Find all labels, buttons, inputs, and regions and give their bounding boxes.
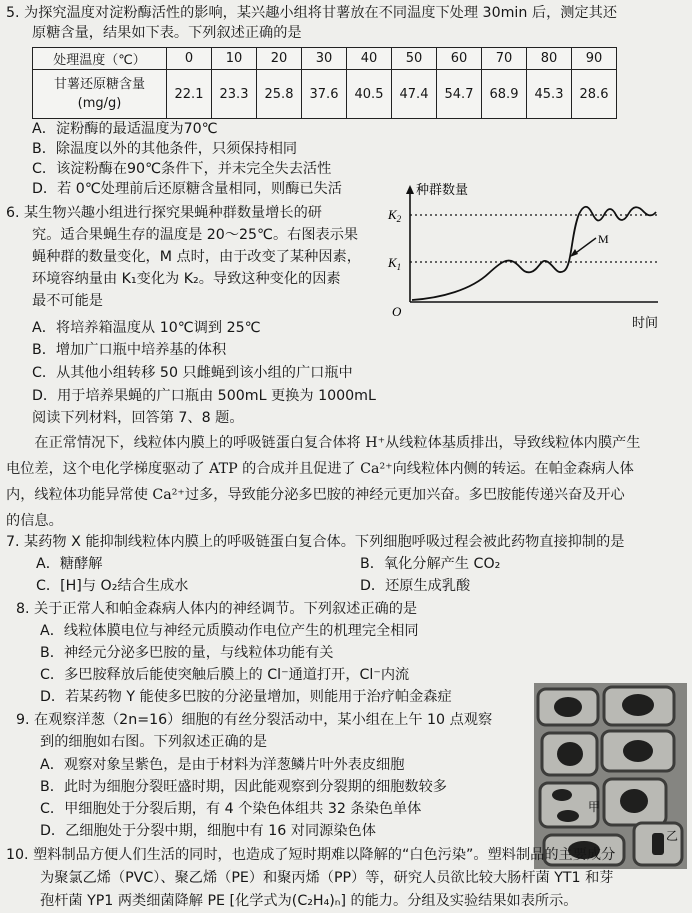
q6-option-c: C．从其他小组转移 50 只雌蝇到该小组的广口瓶中: [32, 365, 353, 381]
q8-option-d: D．若某药物 Y 能使多巴胺的分泌量增加，则能用于治疗帕金森症: [40, 689, 452, 705]
q7-option-d: D．还原生成乳酸: [360, 578, 471, 594]
chromosome-group: [552, 789, 572, 801]
k2-letter: K: [388, 207, 397, 222]
nucleus: [557, 742, 583, 766]
y-axis-label: 种群数量: [416, 183, 469, 198]
q6-stem-line2: 究。适合果蝇生存的温度是 20～25℃。右图表示果: [32, 227, 359, 243]
m-point-label: M: [598, 232, 609, 246]
origin-label: O: [392, 304, 402, 319]
q10-stem-line3: 孢杆菌 YP1 两类细菌降解 PE [化学式为(C₂H₄)ₙ] 的能力。分组及实验结果如表所示。: [40, 893, 578, 909]
table-row-label: [33, 70, 167, 119]
population-growth-diagram: [386, 182, 676, 334]
value-cell: 23.3: [212, 70, 257, 119]
q7-option-b: B．氧化分解产生 CO₂: [360, 556, 501, 572]
q9-stem-line2: 到的细胞如右图。下列叙述正确的是: [40, 734, 268, 750]
value-cell: 47.4: [392, 70, 437, 119]
value-cell: 37.6: [302, 70, 347, 119]
nucleus: [622, 694, 654, 716]
reading-line2: 电位差，这个电化学梯度驱动了 ATP 的合成并且促进了 Ca²⁺向线粒体内侧的转运。在帕金森病人体: [6, 461, 634, 477]
q5-stem-line2: 原糖含量，结果如下表。下列叙述正确的是: [32, 25, 302, 41]
label-yi: 乙: [666, 829, 679, 843]
onion-cell-micrograph: [534, 683, 687, 869]
nucleus: [620, 789, 648, 813]
q8-option-c: C．多巴胺释放后能使突触后膜上的 Cl⁻通道打开，Cl⁻内流: [40, 667, 410, 683]
temp-cell: 40: [347, 48, 392, 70]
x-axis-label: 时间: [632, 316, 659, 331]
temp-cell: 70: [482, 48, 527, 70]
value-cell: 25.8: [257, 70, 302, 119]
q9-option-b: B．此时为细胞分裂旺盛时期，因此能观察到分裂期的细胞数较多: [40, 779, 447, 795]
temp-cell: 0: [167, 48, 212, 70]
temp-cell: 90: [572, 48, 617, 70]
value-cell: 68.9: [482, 70, 527, 119]
temp-cell: 60: [437, 48, 482, 70]
k1-subscript: 1: [396, 262, 402, 272]
nucleus: [554, 697, 582, 717]
value-cell: 22.1: [167, 70, 212, 119]
k1-letter: K: [388, 255, 397, 270]
y-axis-arrow: [406, 185, 414, 194]
q10-stem-line2: 为聚氯乙烯（PVC）、聚乙烯（PE）和聚丙烯（PP）等，研究人员欲比较大肠杆菌 YT1 和芽: [40, 870, 614, 886]
q6-stem-line5: 最不可能是: [32, 293, 103, 309]
reading-intro: 阅读下列材料，回答第 7、8 题。: [32, 410, 244, 426]
value-cell: 40.5: [347, 70, 392, 119]
q5-option-c: C．该淀粉酶在90℃条件下，并未完全失去活性: [32, 161, 332, 177]
temp-cell: 10: [212, 48, 257, 70]
q5-option-a: A．淀粉酶的最适温度为70℃: [32, 121, 218, 137]
q6-option-b: B．增加广口瓶中培养基的体积: [32, 342, 227, 358]
q10-stem-line1: 10. 塑料制品方便人们生活的同时，也造成了短时期难以降解的“白色污染”。塑料制品的主要成分: [6, 847, 616, 863]
temp-cell: 50: [392, 48, 437, 70]
k2-label: [387, 207, 402, 224]
nucleus: [623, 740, 653, 762]
reading-line3: 内，线粒体功能异常使 Ca²⁺过多，导致能分泌多巴胺的神经元更加兴奋。多巴胺能传递兴奋及开心: [6, 487, 625, 503]
q6-stem-line1: 6. 某生物兴趣小组进行探究果蝇种群数量增长的研: [6, 205, 322, 221]
q8-option-b: B．神经元分泌多巴胺的量，与线粒体功能有关: [40, 645, 334, 661]
q9-option-d: D．乙细胞处于分裂中期，细胞中有 16 对同源染色体: [40, 823, 376, 839]
metaphase-plate: [652, 833, 664, 855]
temp-cell: 30: [302, 48, 347, 70]
row-label-line2: (mg/g): [77, 96, 122, 111]
q5-option-d: D．若 0℃处理前后还原糖含量相同，则酶已失活: [32, 181, 342, 197]
value-cell: 28.6: [572, 70, 617, 119]
q5-data-table: [32, 47, 617, 119]
q6-stem-line4: 环境容纳量由 K₁变化为 K₂。导致这种变化的因素: [32, 271, 341, 287]
value-cell: 45.3: [527, 70, 572, 119]
q9-option-a: A．观察对象呈紫色，是由于材料为洋葱鳞片叶外表皮细胞: [40, 757, 405, 773]
k2-subscript: 2: [396, 214, 402, 224]
reading-line1: 在正常情况下，线粒体内膜上的呼吸链蛋白复合体将 H⁺从线粒体基质排出，导致线粒体内膜产生: [6, 435, 641, 451]
label-jia: 甲: [588, 800, 601, 814]
q8-option-a: A．线粒体膜电位与神经元质膜动作电位产生的机理完全相同: [40, 623, 419, 639]
q7-option-c: C．[H]与 O₂结合生成水: [36, 578, 189, 594]
reading-line4: 的信息。: [6, 513, 63, 529]
q7-stem: 7. 某药物 X 能抑制线粒体内膜上的呼吸链蛋白复合体。下列细胞呼吸过程会被此药物直接抑制的是: [6, 534, 625, 550]
q6-stem-line3: 蝇种群的数量变化，M 点时，由于改变了某种因素，: [32, 249, 361, 265]
q6-option-d: D．用于培养果蝇的广口瓶由 500mL 更换为 1000mL: [32, 388, 376, 404]
q6-option-a: A．将培养箱温度从 10℃调到 25℃: [32, 320, 261, 336]
population-curve: [412, 207, 656, 300]
chromosome-group: [557, 810, 579, 822]
q9-option-c: C．甲细胞处于分裂后期，有 4 个染色体组共 32 条染色单体: [40, 801, 422, 817]
q7-option-a: A．糖酵解: [36, 556, 103, 572]
temp-cell: 20: [257, 48, 302, 70]
value-cell: 54.7: [437, 70, 482, 119]
temp-cell: 80: [527, 48, 572, 70]
q8-stem: 8. 关于正常人和帕金森病人体内的神经调节。下列叙述正确的是: [16, 601, 418, 617]
q9-stem-line1: 9. 在观察洋葱（2n=16）细胞的有丝分裂活动中，某小组在上午 10 点观察: [16, 712, 493, 728]
k1-label: [387, 255, 401, 272]
q5-stem-line1: 5. 为探究温度对淀粉酶活性的影响，某兴趣小组将甘薯放在不同温度下处理 30min 后，测定其还: [6, 5, 618, 21]
q5-option-b: B．除温度以外的其他条件，只须保持相同: [32, 141, 298, 157]
micrograph-drawing: [534, 683, 687, 869]
table-header-label: 处理温度（℃）: [33, 48, 167, 70]
row-label-line1: 甘薯还原糖含量: [53, 77, 145, 92]
